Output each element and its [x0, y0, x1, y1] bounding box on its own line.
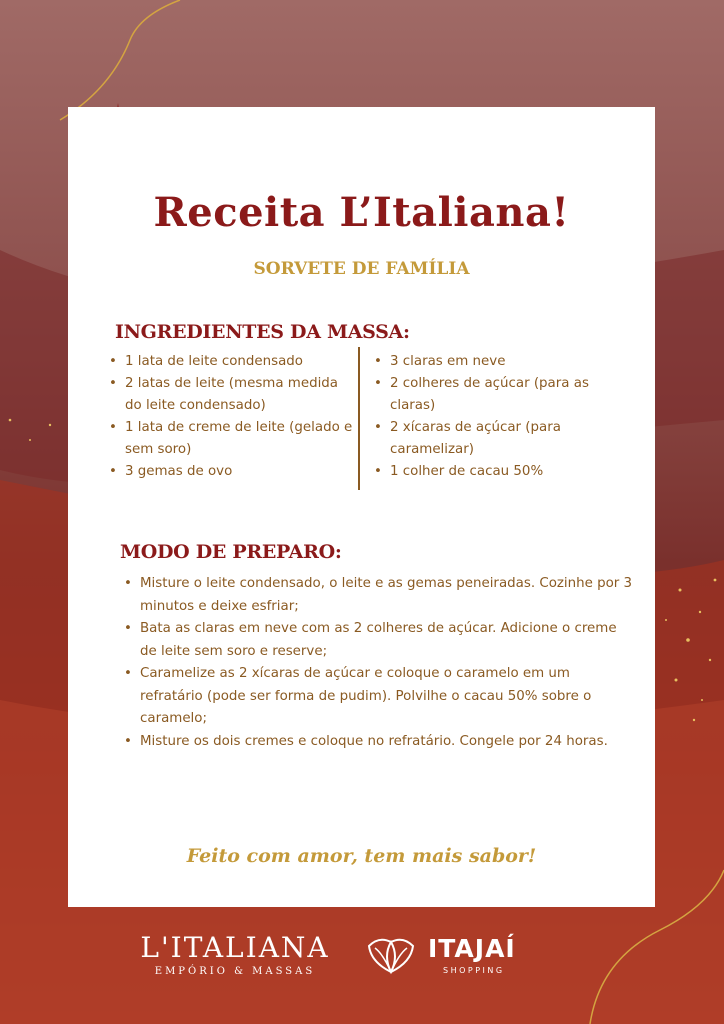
- itajai-shopping-logo: [365, 932, 535, 982]
- italiana-logo-name: L'ITALIANA: [140, 931, 330, 964]
- recipe-card: [68, 107, 655, 907]
- recipe-subtitle: SORVETE DE FAMÍLIA: [253, 259, 470, 279]
- list-item: • 1 lata de leite condensado: [109, 351, 354, 373]
- list-item: • Caramelize as 2 xícaras de açúcar e coloque o caramelo em um refratário (pode ser forma de pudim). Polvilhe o cacau 50% sobre o caramelo;: [124, 663, 634, 731]
- list-item: • 3 gemas de ovo: [109, 461, 354, 483]
- list-item: • Misture o leite condensado, o leite e as gemas peneiradas. Cozinhe por 3 minutos e deixe esfriar;: [124, 573, 634, 618]
- ingredients-list-left: [109, 351, 354, 483]
- list-item: • 3 claras em neve: [374, 351, 624, 373]
- itajai-logo-sub: SHOPPING: [443, 966, 505, 975]
- preparation-heading: MODO DE PREPARO:: [120, 541, 342, 563]
- list-item: • 2 xícaras de açúcar (para caramelizar): [374, 417, 624, 461]
- list-item: • Misture os dois cremes e coloque no refratário. Congele por 24 horas.: [124, 731, 634, 754]
- italiana-logo: [140, 932, 330, 977]
- ingredients-list-right: [374, 351, 624, 483]
- itajai-logo-name: ITAJAÍ: [428, 934, 516, 963]
- italiana-logo-sub: EMPÓRIO & MASSAS: [154, 966, 316, 977]
- ingredients-heading: INGREDIENTES DA MASSA:: [115, 321, 410, 343]
- tagline: Feito com amor, tem mais sabor!: [186, 845, 537, 867]
- list-item: • 1 colher de cacau 50%: [374, 461, 624, 483]
- list-item: • Bata as claras em neve com as 2 colheres de açúcar. Adicione o creme de leite sem soro e reserve;: [124, 618, 634, 663]
- list-item: • 2 colheres de açúcar (para as claras): [374, 373, 624, 417]
- shell-logo-icon: [365, 932, 417, 976]
- recipe-title: Receita L’Italiana!: [153, 189, 570, 236]
- list-item: • 1 lata de creme de leite (gelado e sem soro): [109, 417, 354, 461]
- column-divider: [358, 347, 360, 490]
- preparation-steps: [124, 573, 634, 753]
- list-item: • 2 latas de leite (mesma medida do leite condensado): [109, 373, 354, 417]
